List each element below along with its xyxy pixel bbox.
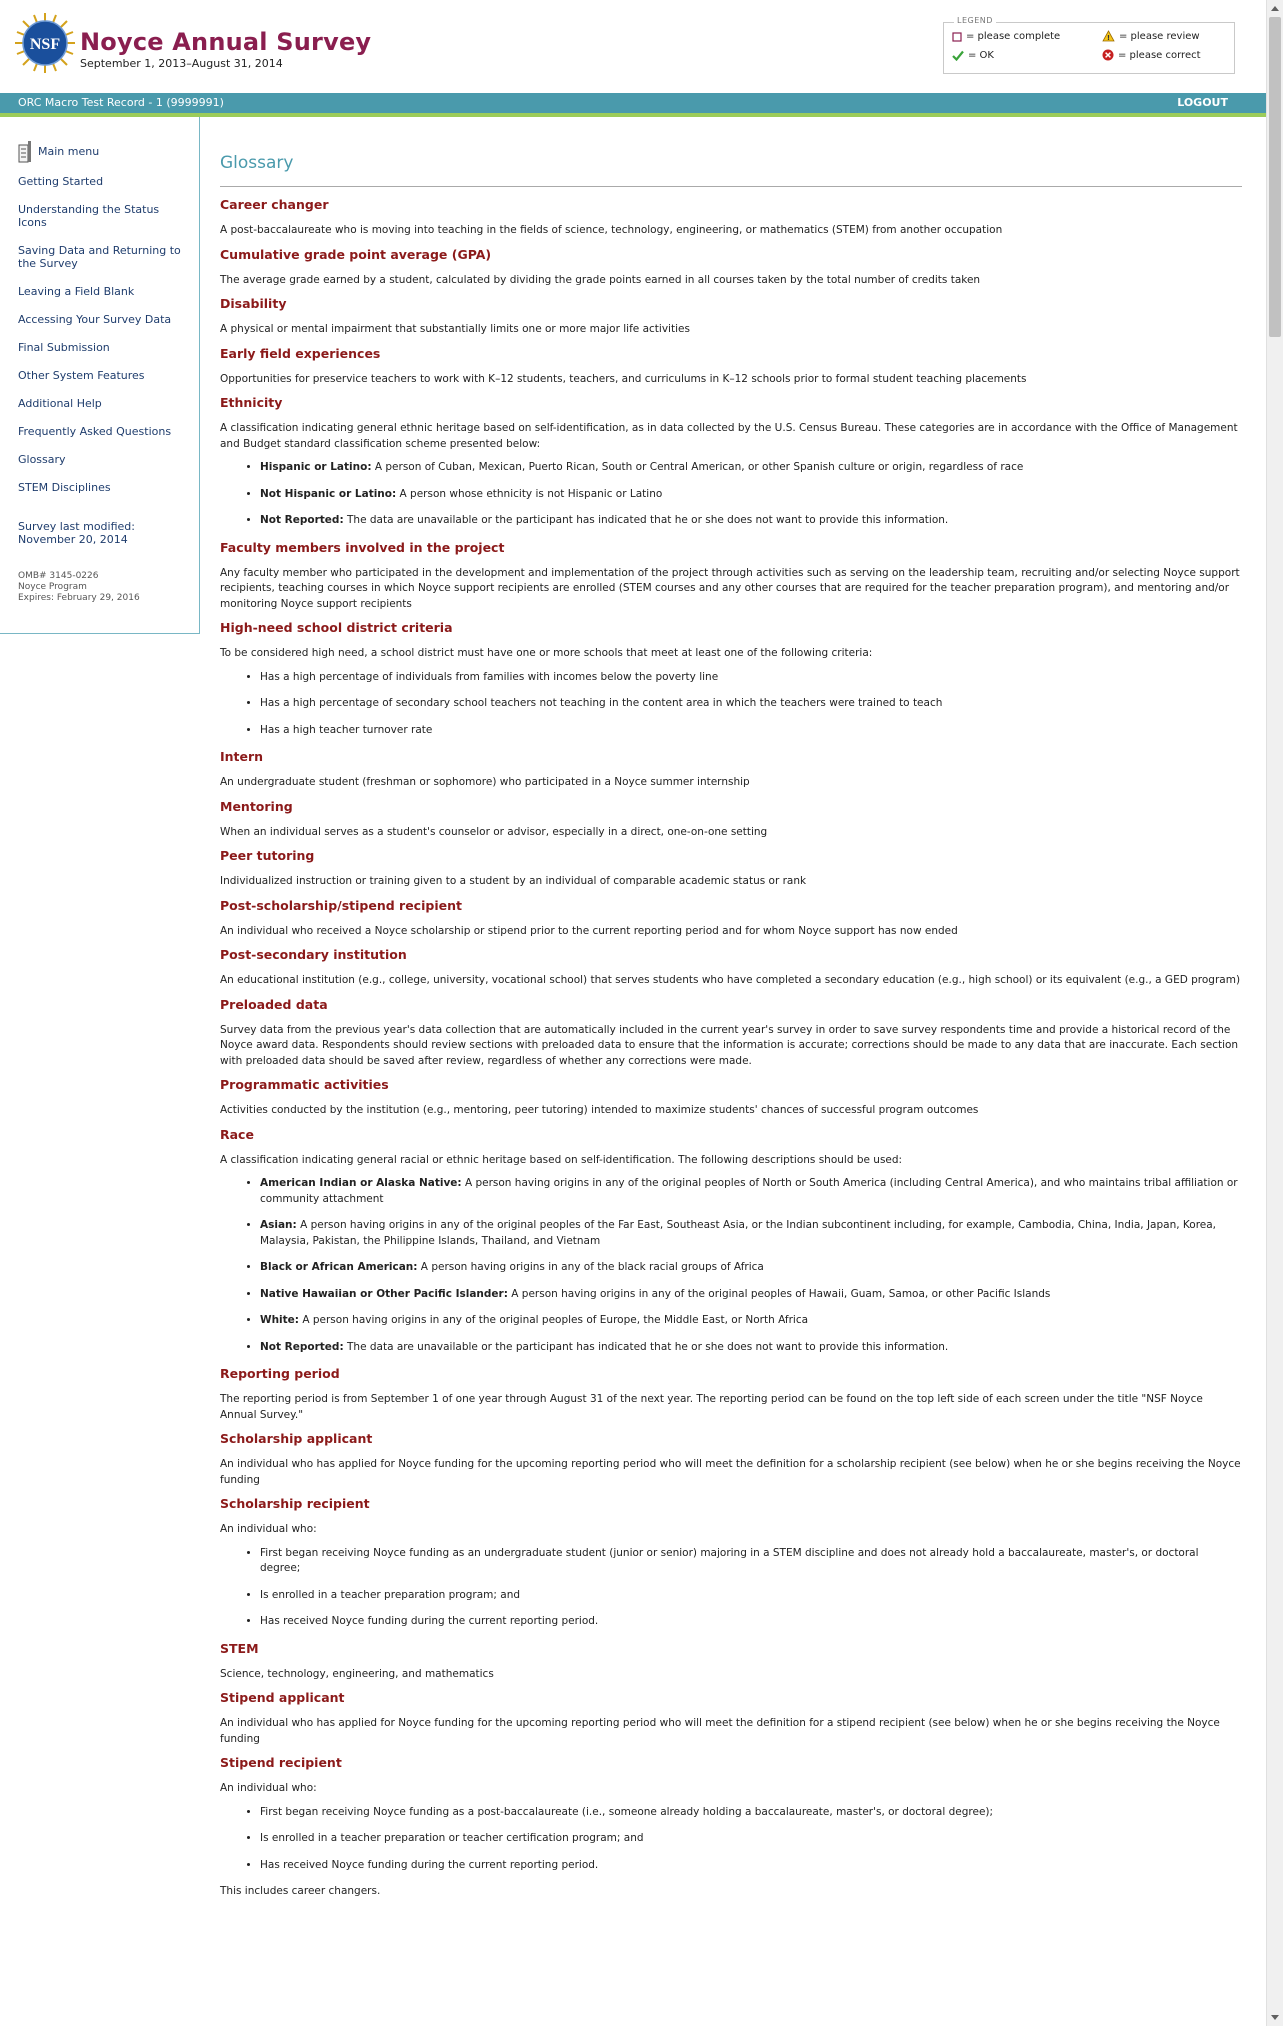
nsf-logo <box>14 12 76 74</box>
definition-list-item <box>260 1218 1242 1249</box>
help-nav <box>18 175 190 509</box>
header <box>0 0 1266 93</box>
last-modified <box>18 520 188 546</box>
glossary-definition: Any faculty member who participated in the development and implementation of the project through activities such as serving on the leadership team, recruiting and/or selecting Noyce support recipients, teaching courses in which Noyce support recipients are enrolled (STEM courses and any other courses that are required for the teacher preparation program), and mentoring and/or monitoring Noyce support recipients <box>220 566 1240 610</box>
list-item-text: Has received Noyce funding during the current reporting period. <box>260 1858 599 1871</box>
glossary-definition: The average grade earned by a student, calculated by dividing the grade points earned in all courses taken by the total number of credits taken <box>220 273 981 286</box>
glossary-term: STEM <box>220 1640 259 1656</box>
nav-glossary[interactable]: Glossary <box>18 453 66 466</box>
list-item-text: A person whose ethnicity is not Hispanic or Latino <box>396 487 663 500</box>
glossary-definition: Science, technology, engineering, and mathematics <box>220 1667 494 1680</box>
definition-list-item <box>260 1546 1242 1577</box>
nav-accessing-data[interactable]: Accessing Your Survey Data <box>18 313 172 326</box>
omb-number: OMB# 3145-0226 <box>18 571 99 581</box>
definition-list-item <box>260 460 1242 476</box>
definition-list <box>220 1805 1242 1874</box>
list-item-text: A person having origins in any of the original peoples of Europe, the Middle East, or North Africa <box>299 1314 809 1326</box>
list-item-text: Has received Noyce funding during the current reporting period. <box>260 1615 599 1627</box>
glossary-term: Preloaded data <box>220 996 328 1012</box>
title-divider <box>220 186 1242 187</box>
nav-saving-data[interactable]: Saving Data and Returning to the Survey <box>18 244 181 270</box>
definition-list <box>220 1546 1242 1630</box>
glossary-term: Scholarship applicant <box>220 1431 373 1446</box>
checkmark-icon <box>952 50 964 61</box>
list-item-label: Asian: <box>260 1219 297 1231</box>
list-item-label: Not Reported: <box>260 514 344 526</box>
empty-box-icon <box>952 32 962 42</box>
list-item-text: Has a high percentage of secondary school teachers not teaching in the content area in which the teachers were trained to teach <box>260 697 943 709</box>
list-item-label: Native Hawaiian or Other Pacific Islander: <box>260 1287 508 1300</box>
glossary-term: Stipend applicant <box>220 1690 345 1705</box>
glossary-definition: An individual who received a Noyce scholarship or stipend prior to the current reporting period and for whom Noyce support has now ended <box>220 924 958 937</box>
definition-list-item <box>260 1831 1242 1847</box>
glossary-term: Reporting period <box>220 1366 340 1381</box>
glossary-definition: To be considered high need, a school district must have one or more schools that meet at least one of the following criteria: <box>220 647 873 659</box>
scroll-down-arrow-icon[interactable] <box>1267 2009 1283 2026</box>
glossary-definition: Opportunities for preservice teachers to work with K–12 students, teachers, and curriculums in K–12 schools prior to formal student teaching placements <box>220 372 1027 385</box>
scrollbar-thumb[interactable] <box>1269 17 1281 337</box>
definition-list-item <box>260 1260 1242 1276</box>
definition-list <box>220 670 1242 739</box>
glossary-definition: An educational institution (e.g., college, university, vocational school) that serves students who have completed a secondary education (e.g., high school) or its equivalent (e.g., a GED program) <box>220 974 1241 986</box>
definition-list-item <box>260 1340 1242 1356</box>
list-item-label: Hispanic or Latino: <box>260 461 372 473</box>
warning-icon <box>1102 30 1115 42</box>
glossary-term: Early field experiences <box>220 345 381 361</box>
program-name: Noyce Program <box>18 582 87 592</box>
omb-info <box>18 571 140 604</box>
glossary-term: Post-secondary institution <box>220 947 407 962</box>
definition-list-item <box>260 1313 1242 1329</box>
definition-list-item <box>260 1858 1242 1874</box>
nav-additional-help[interactable]: Additional Help <box>18 397 102 410</box>
main-menu-label: Main menu <box>38 144 100 158</box>
list-item-text: First began receiving Noyce funding as a post-baccalaureate (i.e., someone already holding a baccalaureate, master's, or doctoral degree); <box>260 1805 994 1818</box>
glossary-definition: An individual who has applied for Noyce funding for the upcoming reporting period who will meet the definition for a scholarship recipient (see below) when he or she begins receiving the Noyce funding <box>220 1458 1241 1486</box>
status-legend <box>943 16 1235 74</box>
nav-getting-started[interactable]: Getting Started <box>18 175 104 188</box>
legend-title: LEGEND <box>954 16 996 25</box>
list-item-text: The data are unavailable or the participant has indicated that he or she does not want to provide this information. <box>343 514 949 526</box>
glossary-definition: Survey data from the previous year's data collection that are automatically included in the current year's survey in order to save survey respondents time and provide a historical record of the Noyce award data. Respondents should review sections with preloaded data to ensure that the information is accurate; corrections should be made to any data that are inaccurate. Each section with preloaded data should be saved after review, regardless of whether any corrections were made. <box>220 1023 1239 1067</box>
definition-list <box>220 1176 1242 1355</box>
list-item-text: The data are unavailable or the participant has indicated that he or she does not want to provide this information. <box>343 1340 949 1353</box>
definition-list <box>220 460 1242 529</box>
list-item-text: A person having origins in any of the original peoples of Hawaii, Guam, Samoa, or other Pacific Islands <box>507 1287 1051 1300</box>
error-x-icon <box>1102 49 1114 61</box>
nav-final-submission[interactable]: Final Submission <box>18 341 110 354</box>
legend-complete: = please complete <box>952 31 1060 42</box>
list-item-text: A person having origins in any of the black racial groups of Africa <box>417 1261 764 1273</box>
vertical-scrollbar[interactable] <box>1266 0 1283 2026</box>
glossary-definition: A post-baccalaureate who is moving into teaching in the fields of science, technology, engineering, or mathematics (STEM) from another occupation <box>220 224 1003 236</box>
list-item-label: Black or African American: <box>260 1261 418 1273</box>
list-item-text: Has a high teacher turnover rate <box>260 723 433 736</box>
list-item-text: A person having origins in any of the original peoples of the Far East, Southeast Asia, or the Indian subcontinent including, for example, Cambodia, China, India, Japan, Korea, Malaysia, Pakistan, the Philippine Islands, Thailand, and Vietnam <box>260 1219 1217 1247</box>
nav-leaving-field-blank[interactable]: Leaving a Field Blank <box>18 285 135 298</box>
list-item-label: White: <box>260 1314 299 1326</box>
glossary-definition: An undergraduate student (freshman or sophomore) who participated in a Noyce summer internship <box>220 776 750 788</box>
glossary-definition: An individual who: <box>220 1523 317 1535</box>
sidebar <box>0 117 200 634</box>
last-modified-date: November 20, 2014 <box>18 533 128 546</box>
glossary-term: Race <box>220 1126 254 1142</box>
glossary-term: Mentoring <box>220 798 293 814</box>
list-item-text: Is enrolled in a teacher preparation program; and <box>260 1588 521 1601</box>
list-item-text: A person having origins in any of the original peoples of North or South America (including Central America), and who maintains tribal affiliation or community attachment <box>260 1177 1238 1205</box>
glossary-term: Disability <box>220 296 287 311</box>
logout-link[interactable]: LOGOUT <box>1177 96 1228 109</box>
glossary-note: This includes career changers. <box>220 1885 381 1897</box>
scroll-up-arrow-icon[interactable] <box>1267 0 1283 17</box>
record-label: ORC Macro Test Record - 1 (9999991) <box>18 96 224 109</box>
definition-list-item <box>260 696 1242 712</box>
glossary-definition: A physical or mental impairment that substantially limits one or more major life activities <box>220 323 690 335</box>
definition-list-item <box>260 1588 1242 1604</box>
glossary-definition: An individual who: <box>220 1782 317 1794</box>
list-item-text: First began receiving Noyce funding as an undergraduate student (junior or senior) majoring in a STEM discipline and does not already hold a baccalaureate, master's, or doctoral degree; <box>260 1546 1199 1574</box>
list-item-text: A person of Cuban, Mexican, Puerto Rican, South or Central American, or other Spanish culture or origin, regardless of race <box>371 461 1024 473</box>
main-menu-link[interactable] <box>18 139 99 163</box>
glossary-term: High-need school district criteria <box>220 620 453 635</box>
page-title: Glossary <box>220 153 294 173</box>
app-title: Noyce Annual Survey <box>80 28 372 56</box>
glossary-definition: Activities conducted by the institution (e.g., mentoring, peer tutoring) intended to maximize students' chances of successful program outcomes <box>220 1104 979 1116</box>
glossary-term: Faculty members involved in the project <box>220 539 505 555</box>
definition-list-item <box>260 1287 1242 1303</box>
svg-text:NSF: NSF <box>29 36 61 53</box>
glossary-definition: A classification indicating general racial or ethnic heritage based on self-identification. The following descriptions should be used: <box>220 1153 903 1166</box>
list-item-label: Not Reported: <box>260 1340 344 1353</box>
glossary-term: Scholarship recipient <box>220 1496 370 1511</box>
nav-stem-disciplines[interactable]: STEM Disciplines <box>18 481 111 494</box>
svg-text:!: ! <box>1106 34 1111 42</box>
building-icon <box>18 139 32 163</box>
glossary-term: Ethnicity <box>220 395 283 410</box>
nav-faq[interactable]: Frequently Asked Questions <box>18 425 172 438</box>
survey-period: September 1, 2013–August 31, 2014 <box>80 57 283 70</box>
list-item-text: Has a high percentage of individuals from families with incomes below the poverty line <box>260 670 719 683</box>
definition-list-item <box>260 1614 1242 1630</box>
glossary-term: Stipend recipient <box>220 1755 342 1770</box>
glossary-term: Post-scholarship/stipend recipient <box>220 897 462 913</box>
definition-list-item <box>260 1176 1242 1207</box>
legend-review: ! = please review <box>1102 30 1200 42</box>
glossary-definition: An individual who has applied for Noyce funding for the upcoming reporting period who will meet the definition for a stipend recipient (see below) when he or she begins receiving the Noyce funding <box>220 1717 1220 1745</box>
legend-correct: = please correct <box>1102 49 1201 61</box>
record-bar <box>0 93 1266 113</box>
definition-list-item <box>260 487 1242 503</box>
definition-list-item <box>260 670 1242 686</box>
nav-other-features[interactable]: Other System Features <box>18 369 145 382</box>
legend-ok: = OK <box>952 50 994 61</box>
expiration-date: Expires: February 29, 2016 <box>18 593 140 603</box>
glossary-term: Cumulative grade point average (GPA) <box>220 246 492 262</box>
definition-list-item <box>260 513 1242 529</box>
glossary-definition: When an individual serves as a student's counselor or advisor, especially in a direct, one-on-one setting <box>220 825 768 838</box>
glossary-term: Intern <box>220 749 264 764</box>
glossary-definition: The reporting period is from September 1 of one year through August 31 of the next year. The reporting period can be found on the top left side of each screen under the title "NSF Noyce Annual Survey." <box>220 1393 1203 1421</box>
glossary-list <box>220 197 1242 1908</box>
glossary-term: Career changer <box>220 197 329 212</box>
list-item-text: Is enrolled in a teacher preparation or teacher certification program; and <box>260 1832 644 1844</box>
nav-status-icons[interactable]: Understanding the Status Icons <box>18 203 160 229</box>
definition-list-item <box>260 1805 1242 1821</box>
list-item-label: Not Hispanic or Latino: <box>260 487 397 500</box>
list-item-label: American Indian or Alaska Native: <box>260 1177 462 1189</box>
glossary-definition: A classification indicating general ethnic heritage based on self-identification, as in data collected by the U.S. Census Bureau. These categories are in accordance with the Office of Management and Budget standard classification scheme presented below: <box>220 422 1238 450</box>
glossary-term: Programmatic activities <box>220 1077 389 1092</box>
definition-list-item <box>260 723 1242 739</box>
glossary-definition: Individualized instruction or training given to a student by an individual of comparable academic status or rank <box>220 875 807 887</box>
glossary-term: Peer tutoring <box>220 848 315 863</box>
last-modified-label: Survey last modified: <box>18 520 135 533</box>
